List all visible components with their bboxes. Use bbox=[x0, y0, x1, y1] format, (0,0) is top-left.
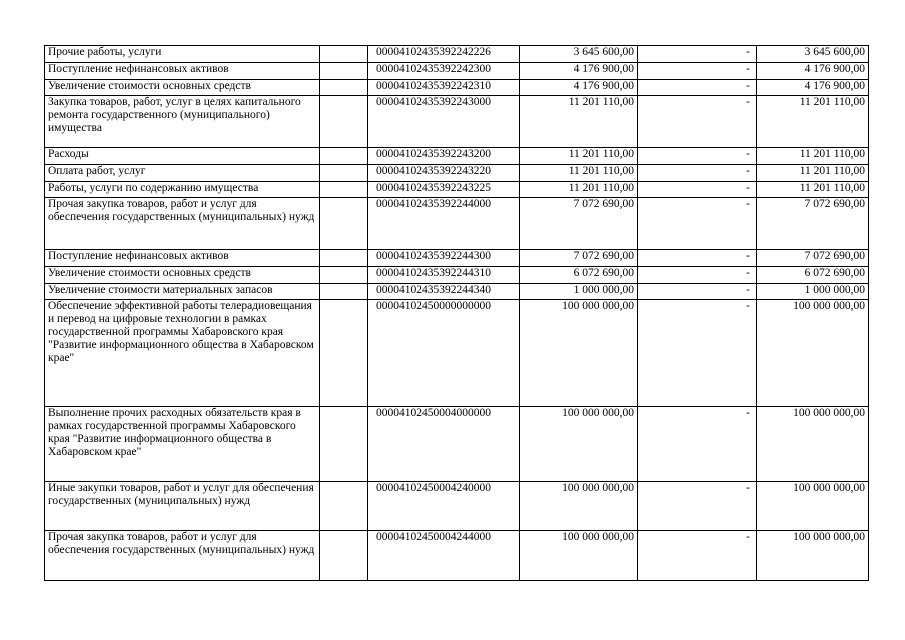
row-remaining-cell: 11 201 110,00 bbox=[757, 148, 869, 165]
row-name-cell: Иные закупки товаров, работ и услуг для обеспечения государственных (муниципальных) нужд bbox=[45, 482, 320, 531]
budget-table bbox=[44, 45, 869, 581]
row-empty-cell bbox=[320, 148, 368, 165]
row-empty-cell bbox=[320, 46, 368, 63]
row-assigned-cell: 4 176 900,00 bbox=[520, 80, 638, 96]
row-code-cell: 00004102435392243220 bbox=[368, 165, 520, 182]
row-remaining-cell: 11 201 110,00 bbox=[757, 96, 869, 148]
row-remaining-cell: 100 000 000,00 bbox=[757, 531, 869, 581]
row-executed-cell: - bbox=[638, 531, 757, 581]
table-row bbox=[45, 300, 869, 407]
row-name-cell: Закупка товаров, работ, услуг в целях капитального ремонта государственного (муниципального) имущества bbox=[45, 96, 320, 148]
row-remaining-cell: 100 000 000,00 bbox=[757, 407, 869, 482]
row-name-cell: Увеличение стоимости основных средств bbox=[45, 80, 320, 96]
row-code-cell: 00004102435392242300 bbox=[368, 63, 520, 80]
table-row bbox=[45, 267, 869, 284]
row-code-cell: 00004102435392244000 bbox=[368, 198, 520, 250]
row-remaining-cell: 7 072 690,00 bbox=[757, 198, 869, 250]
row-code-cell: 00004102435392244300 bbox=[368, 250, 520, 267]
row-remaining-cell: 11 201 110,00 bbox=[757, 182, 869, 198]
table-row bbox=[45, 80, 869, 96]
row-remaining-cell: 7 072 690,00 bbox=[757, 250, 869, 267]
row-name-cell: Поступление нефинансовых активов bbox=[45, 250, 320, 267]
table-row bbox=[45, 250, 869, 267]
row-assigned-cell: 100 000 000,00 bbox=[520, 300, 638, 407]
row-assigned-cell: 11 201 110,00 bbox=[520, 182, 638, 198]
row-code-cell: 00004102435392242226 bbox=[368, 46, 520, 63]
row-executed-cell: - bbox=[638, 267, 757, 284]
row-code-cell: 00004102435392244340 bbox=[368, 284, 520, 300]
row-remaining-cell: 100 000 000,00 bbox=[757, 482, 869, 531]
row-code-cell: 00004102435392243000 bbox=[368, 96, 520, 148]
row-name-cell: Увеличение стоимости основных средств bbox=[45, 267, 320, 284]
table-row bbox=[45, 284, 869, 300]
row-code-cell: 00004102435392244310 bbox=[368, 267, 520, 284]
row-empty-cell bbox=[320, 300, 368, 407]
row-name-cell: Прочие работы, услуги bbox=[45, 46, 320, 63]
row-executed-cell: - bbox=[638, 148, 757, 165]
row-empty-cell bbox=[320, 63, 368, 80]
row-remaining-cell: 1 000 000,00 bbox=[757, 284, 869, 300]
row-executed-cell: - bbox=[638, 407, 757, 482]
row-name-cell: Поступление нефинансовых активов bbox=[45, 63, 320, 80]
row-code-cell: 00004102435392243200 bbox=[368, 148, 520, 165]
row-empty-cell bbox=[320, 165, 368, 182]
row-executed-cell: - bbox=[638, 198, 757, 250]
row-executed-cell: - bbox=[638, 182, 757, 198]
row-empty-cell bbox=[320, 250, 368, 267]
row-assigned-cell: 3 645 600,00 bbox=[520, 46, 638, 63]
row-empty-cell bbox=[320, 482, 368, 531]
row-assigned-cell: 7 072 690,00 bbox=[520, 198, 638, 250]
row-executed-cell: - bbox=[638, 482, 757, 531]
table-row bbox=[45, 165, 869, 182]
row-remaining-cell: 4 176 900,00 bbox=[757, 80, 869, 96]
row-assigned-cell: 4 176 900,00 bbox=[520, 63, 638, 80]
row-remaining-cell: 11 201 110,00 bbox=[757, 165, 869, 182]
row-name-cell: Прочая закупка товаров, работ и услуг для обеспечения государственных (муниципальных) нужд bbox=[45, 198, 320, 250]
row-code-cell: 00004102450004000000 bbox=[368, 407, 520, 482]
row-executed-cell: - bbox=[638, 63, 757, 80]
row-code-cell: 00004102450004240000 bbox=[368, 482, 520, 531]
table-row bbox=[45, 198, 869, 250]
row-empty-cell bbox=[320, 407, 368, 482]
budget-table-body bbox=[45, 46, 869, 581]
table-row bbox=[45, 531, 869, 581]
row-assigned-cell: 1 000 000,00 bbox=[520, 284, 638, 300]
row-executed-cell: - bbox=[638, 80, 757, 96]
row-assigned-cell: 100 000 000,00 bbox=[520, 407, 638, 482]
row-name-cell: Выполнение прочих расходных обязательств края в рамках государственной программы Хабаровского края "Развитие информационного общества в Хабаровском крае" bbox=[45, 407, 320, 482]
row-name-cell: Увеличение стоимости материальных запасов bbox=[45, 284, 320, 300]
row-remaining-cell: 4 176 900,00 bbox=[757, 63, 869, 80]
row-assigned-cell: 11 201 110,00 bbox=[520, 165, 638, 182]
row-code-cell: 00004102435392243225 bbox=[368, 182, 520, 198]
row-code-cell: 00004102450004244000 bbox=[368, 531, 520, 581]
row-empty-cell bbox=[320, 198, 368, 250]
row-empty-cell bbox=[320, 80, 368, 96]
row-assigned-cell: 100 000 000,00 bbox=[520, 531, 638, 581]
row-name-cell: Прочая закупка товаров, работ и услуг для обеспечения государственных (муниципальных) нужд bbox=[45, 531, 320, 581]
table-row bbox=[45, 182, 869, 198]
row-assigned-cell: 7 072 690,00 bbox=[520, 250, 638, 267]
row-assigned-cell: 6 072 690,00 bbox=[520, 267, 638, 284]
table-row bbox=[45, 482, 869, 531]
row-remaining-cell: 100 000 000,00 bbox=[757, 300, 869, 407]
row-name-cell: Обеспечение эффективной работы телерадиовещания и перевод на цифровые технологии в рамках государственной программы Хабаровского края "Развитие информационного общества в Хабаровском крае" bbox=[45, 300, 320, 407]
row-executed-cell: - bbox=[638, 165, 757, 182]
row-code-cell: 00004102450000000000 bbox=[368, 300, 520, 407]
row-executed-cell: - bbox=[638, 250, 757, 267]
row-name-cell: Работы, услуги по содержанию имущества bbox=[45, 182, 320, 198]
row-executed-cell: - bbox=[638, 96, 757, 148]
row-assigned-cell: 11 201 110,00 bbox=[520, 148, 638, 165]
row-empty-cell bbox=[320, 284, 368, 300]
table-row bbox=[45, 46, 869, 63]
row-remaining-cell: 6 072 690,00 bbox=[757, 267, 869, 284]
row-empty-cell bbox=[320, 182, 368, 198]
row-empty-cell bbox=[320, 531, 368, 581]
row-assigned-cell: 100 000 000,00 bbox=[520, 482, 638, 531]
row-name-cell: Оплата работ, услуг bbox=[45, 165, 320, 182]
table-row bbox=[45, 96, 869, 148]
row-executed-cell: - bbox=[638, 284, 757, 300]
row-code-cell: 00004102435392242310 bbox=[368, 80, 520, 96]
row-executed-cell: - bbox=[638, 300, 757, 407]
table-row bbox=[45, 63, 869, 80]
row-name-cell: Расходы bbox=[45, 148, 320, 165]
table-row bbox=[45, 407, 869, 482]
row-remaining-cell: 3 645 600,00 bbox=[757, 46, 869, 63]
table-row bbox=[45, 148, 869, 165]
row-executed-cell: - bbox=[638, 46, 757, 63]
row-empty-cell bbox=[320, 96, 368, 148]
row-empty-cell bbox=[320, 267, 368, 284]
row-assigned-cell: 11 201 110,00 bbox=[520, 96, 638, 148]
